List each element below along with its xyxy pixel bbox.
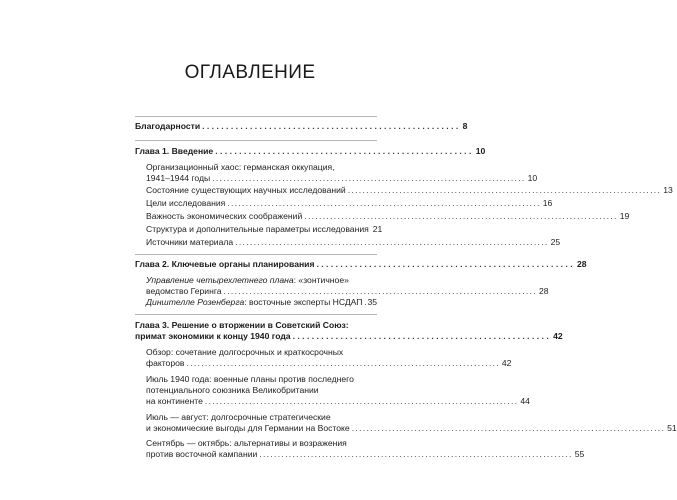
toc-entry-chapter-2[interactable]: Глава 2. Ключевые органы планирования ...................................................... 28: [135, 259, 587, 269]
toc-entry-section[interactable]: Июль 1940 года: военные планы против последнего потенциального союзника Великобритании на континенте ..................................................................................... 44: [146, 374, 530, 406]
divider: [135, 116, 377, 117]
toc-entry-title: Глава 1. Введение: [135, 146, 214, 156]
toc-entry-section[interactable]: [146, 224, 383, 235]
toc-entry-page: 44: [520, 396, 530, 406]
toc-entry-section[interactable]: Июль — август: долгосрочные стратегические и экономические выгоды для Германии на Востоке ..................................................................................... 51: [146, 412, 677, 433]
toc-entry-title-line: Глава 3. Решение о вторжении в Советский Союз:: [135, 320, 349, 330]
toc-entry-title: Цели исследования: [146, 198, 226, 208]
toc-entry-section[interactable]: Состояние существующих научных исследований ..................................................................................... 13: [146, 185, 673, 195]
toc-entry-section[interactable]: Сентябрь — октябрь: альтернативы и возражения против восточной кампании ..................................................................................... 55: [146, 438, 585, 459]
toc-entry-section[interactable]: Управление четырехлетнего плана: «зонтичное» ведомство Геринга ..................................................................................... 28: [146, 275, 549, 296]
toc-entry-page: 35: [367, 297, 377, 307]
toc-entry-page: 19: [619, 211, 630, 221]
toc-entry-title-line: : «зонтичное»: [293, 275, 349, 285]
toc-entry-chapter-1[interactable]: Глава 1. Введение ...................................................... 10: [135, 146, 486, 156]
divider: [135, 254, 377, 255]
toc-entry-page: 28: [539, 286, 549, 296]
toc-entry-title-italic: Управление четырехлетнего плана: [146, 275, 294, 285]
toc-entry-title: ведомство Геринга: [146, 286, 222, 296]
toc-entry-title-italic: Динштелле Розенберга: [146, 297, 245, 307]
toc-entry-title: на континенте: [146, 396, 203, 406]
toc-entry-title: факторов: [146, 358, 185, 368]
toc-entry-section[interactable]: Важность экономических соображений ..................................................................................... 19: [146, 211, 630, 221]
toc-entry-page: 8: [462, 121, 468, 131]
page-title: ОГЛАВЛЕНИЕ: [184, 62, 316, 83]
toc-entry-chapter-3[interactable]: Глава 3. Решение о вторжении в Советский Союз: примат экономики к концу 1940 года ...................................................... 42: [135, 320, 563, 341]
toc-entry-title: против восточной кампании: [146, 449, 258, 459]
toc-entry-section[interactable]: Организационный хаос: германская оккупация, 1941–1944 годы ..................................................................................... 10: [146, 162, 538, 183]
toc-entry-page: 13: [663, 185, 673, 195]
toc-entry-title: 1941–1944 годы: [146, 173, 211, 183]
divider: [135, 314, 377, 315]
toc-entry-section[interactable]: Обзор: сочетание долгосрочных и краткосрочных факторов ..................................................................................... 42: [146, 347, 512, 368]
toc-entry-title-line: Июль — август: долгосрочные стратегические: [146, 412, 331, 422]
toc-entry-page: 42: [501, 358, 512, 368]
toc-entry-title: Глава 2. Ключевые органы планирования: [135, 259, 315, 269]
divider: [135, 140, 377, 141]
toc-entry-title-line: Обзор: сочетание долгосрочных и краткосрочных: [146, 347, 344, 357]
toc-entry-page: 16: [542, 198, 553, 208]
toc-entry-title-line: Июль 1940 года: военные планы против последнего: [146, 374, 354, 384]
toc-entry-page: 55: [574, 449, 585, 459]
toc-entry-title: Структура и дополнительные параметры исследования: [146, 224, 369, 234]
toc-entry-title: Благодарности: [135, 121, 201, 131]
toc-entry-page: 21: [372, 224, 383, 234]
toc-entry-page: 10: [475, 146, 486, 156]
toc-entry-title: Состояние существующих научных исследований: [146, 185, 346, 195]
toc-entry-title-line: Сентябрь — октябрь: альтернативы и возражения: [146, 438, 347, 448]
toc-entry-page: 10: [527, 173, 538, 183]
toc-entry-page: 42: [553, 331, 563, 341]
toc-entry-title: и экономические выгоды для Германии на Востоке: [146, 423, 350, 433]
toc-entry-section[interactable]: [146, 297, 377, 308]
toc-entry-title: : восточные эксперты НСДАП: [244, 297, 363, 307]
toc-entry-title: Источники материала: [146, 237, 234, 247]
toc-entry-acknowledgements[interactable]: Благодарности ...................................................... 8: [135, 121, 468, 131]
toc-entry-page: 51: [667, 423, 677, 433]
toc-entry-title-line: потенциального союзника Великобритании: [146, 385, 319, 395]
toc-entry-section[interactable]: Источники материала ..................................................................................... 25: [146, 237, 561, 247]
toc-entry-title-line: Организационный хаос: германская оккупация,: [146, 162, 335, 172]
toc-entry-section[interactable]: Цели исследования ..................................................................................... 16: [146, 198, 553, 208]
toc-entry-page: 28: [577, 259, 587, 269]
toc-entry-title: примат экономики к концу 1940 года: [135, 331, 291, 341]
toc-entry-title: Важность экономических соображений: [146, 211, 303, 221]
toc-entry-page: 25: [550, 237, 561, 247]
